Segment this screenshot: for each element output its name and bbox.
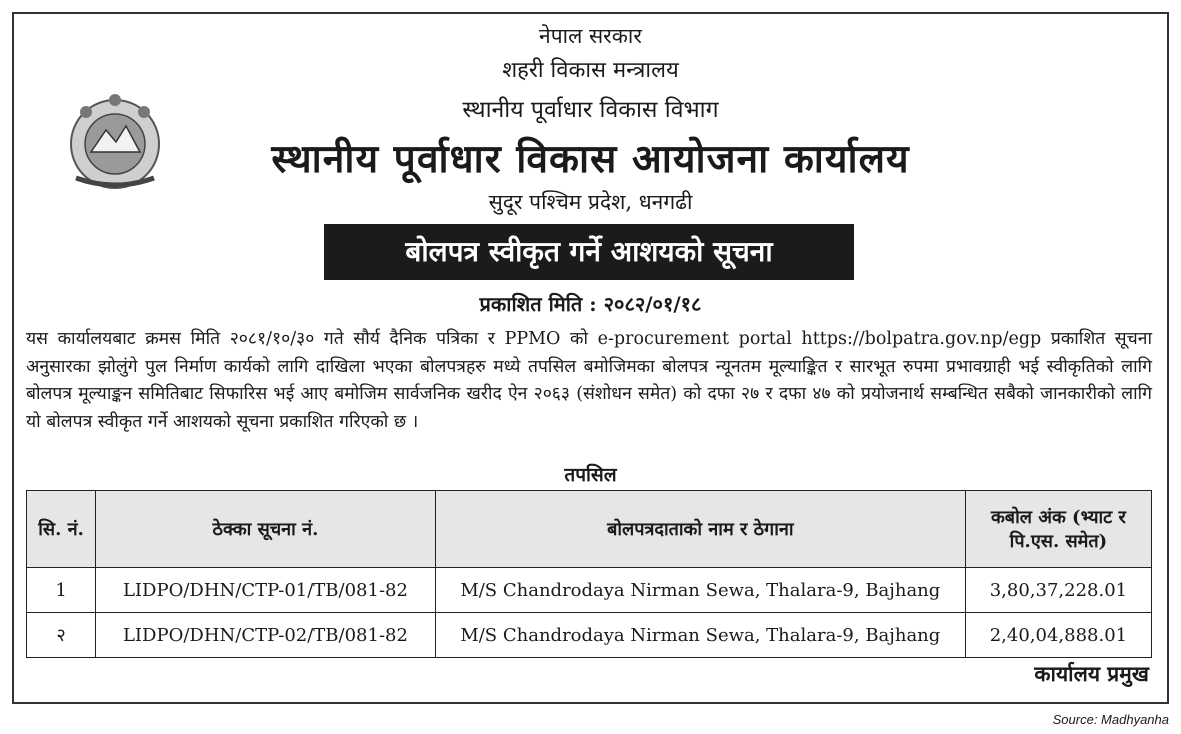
source-credit: Source: Madhyanha [1052,712,1169,727]
notice-title: बोलपत्र स्वीकृत गर्ने आशयको सूचना [324,224,854,280]
cell-bid-amount: 2,40,04,888.01 [965,613,1151,658]
notice-body: यस कार्यालयबाट क्रमस मिति २०८१/१०/३० गते सौर्य दैनिक पत्रिका र PPMO को e-procurement portal https://bolpatra.gov.np/egp प्रकाशित सूचना अनुसारका झोलुंगे पुल निर्माण कार्यको लागि दाखिला भएका बोलपत्रहरु मध्ये तपसिल बमोजिमका बोलपत्र न्यूनतम मूल्याङ्कित र सारभूत रुपमा प्रभावग्राही भई स्वीकृतिको लागि बोलपत्र मूल्याङ्कन समितिबाट सिफारिस भई आए बमोजिम सार्वजनिक खरीद ऐन २०६३ (संशोधन समेत) को दफा २७ र दफा ४७ को प्रयोजनार्थ सम्बन्धित सबैको जानकारीको लागि यो बोलपत्र स्वीकृत गर्ने आशयको सूचना प्रकाशित गरिएको छ । [26,329,1152,432]
header-bidder: बोलपत्रदाताको नाम र ठेगाना [435,491,965,568]
cell-serial: 1 [27,568,96,613]
office-location: सुदूर पश्चिम प्रदेश, धनगढी [488,190,693,214]
header-contract-no: ठेक्का सूचना नं. [96,491,436,568]
table-header-row [27,491,1152,568]
header-serial: सि. नं. [27,491,96,568]
header-bid-amount: कबोल अंक (भ्याट र पि.एस. समेत) [965,491,1151,568]
cell-contract-no: LIDPO/DHN/CTP-01/TB/081-82 [96,568,436,613]
bid-table [26,490,1152,658]
table-title: तपसिल [564,464,617,486]
table-row [27,613,1152,658]
cell-contract-no: LIDPO/DHN/CTP-02/TB/081-82 [96,613,436,658]
signatory-title: कार्यालय प्रमुख [1034,661,1149,686]
government-name: नेपाल सरकार [539,24,642,48]
published-date: प्रकाशित मिति : २०८२/०१/१८ [479,292,702,316]
ministry-name: शहरी विकास मन्त्रालय [502,58,679,83]
cell-bidder: M/S Chandrodaya Nirman Sewa, Thalara-9, Bajhang [435,568,965,613]
cell-bidder: M/S Chandrodaya Nirman Sewa, Thalara-9, Bajhang [435,613,965,658]
cell-bid-amount: 3,80,37,228.01 [965,568,1151,613]
office-name: स्थानीय पूर्वाधार विकास आयोजना कार्यालय [271,136,910,182]
table-row [27,568,1152,613]
cell-serial: २ [27,613,96,658]
department-name: स्थानीय पूर्वाधार विकास विभाग [462,97,719,123]
